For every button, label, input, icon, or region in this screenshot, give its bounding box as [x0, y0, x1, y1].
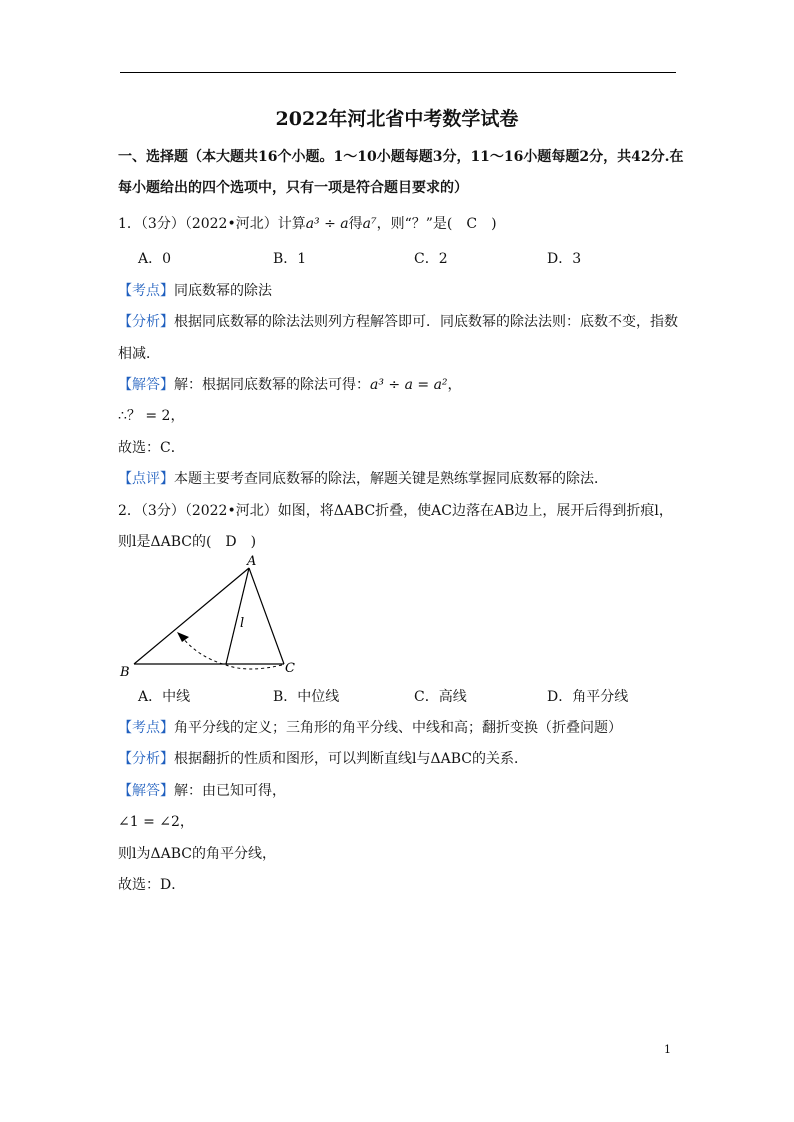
- q1-dianping: [118, 468, 608, 488]
- triangle-figure: [118, 555, 318, 680]
- crease-line: [226, 568, 249, 664]
- header-rule: [120, 72, 676, 73]
- q2-step2: 则l为ΔABC的角平分线，: [118, 846, 276, 862]
- q2-jieda: [118, 780, 286, 800]
- q2-option-d: D．角平分线: [547, 689, 629, 705]
- q2-kaodian-text: 角平分线的定义；三角形的角平分线、中线和高；翻折变换（折叠问题）: [174, 720, 622, 736]
- q1-fenxi-tag: 【分析】: [118, 314, 174, 330]
- label-b: B: [120, 665, 130, 680]
- side-ab: [134, 568, 249, 664]
- q1-stem-prefix: 1．（3分）（2022•河北）计算: [118, 216, 306, 232]
- q1-fenxi-cont: 相减．: [118, 346, 160, 362]
- q1-stem-expr: a³ ÷ a: [305, 216, 349, 232]
- q1-jieda-text: 解：根据同底数幂的除法可得：: [174, 377, 370, 393]
- q2-answer: 故选：D．: [118, 877, 186, 893]
- q2-jieda-text: 解：由已知可得，: [174, 783, 286, 799]
- q1-stem-mid: 得: [348, 216, 363, 232]
- q2-fenxi-text: 根据翻折的性质和图形，可以判断直线l与ΔABC的关系．: [174, 751, 528, 767]
- q2-kaodian: [118, 717, 622, 737]
- section-heading-line2: 每小题给出的四个选项中，只有一项是符合题目要求的）: [118, 180, 468, 196]
- q1-stem-expr2: a⁷: [362, 216, 377, 232]
- q2-fenxi: [118, 748, 528, 768]
- q1-jieda-expr: a³ ÷ a = a²: [370, 377, 448, 393]
- q1-answer: 故选：C．: [118, 440, 185, 456]
- q1-step: ∴？ = 2，: [118, 408, 185, 424]
- q1-jieda-tag: 【解答】: [118, 377, 174, 393]
- label-a: A: [247, 555, 257, 569]
- q2-kaodian-tag: 【考点】: [118, 720, 174, 736]
- q1-kaodian-tag: 【考点】: [118, 283, 174, 299]
- q2-option-b: B．中位线: [273, 689, 340, 705]
- q1-dianping-tag: 【点评】: [118, 471, 174, 487]
- q1-jieda-end: ，: [447, 377, 462, 393]
- q1-option-d: D．3: [547, 251, 582, 267]
- page-number: 1: [664, 1043, 671, 1056]
- page-title: 2022年河北省中考数学试卷: [275, 108, 519, 130]
- q1-fenxi: [118, 311, 678, 331]
- q1-option-a: A．0: [138, 251, 172, 267]
- q2-step1: ∠1 = ∠2，: [118, 814, 194, 830]
- q1-dianping-text: 本题主要考查同底数幂的除法，解题关键是熟练掌握同底数幂的除法．: [174, 471, 608, 487]
- q2-stem-line2: 则l是ΔABC的( D ): [118, 534, 257, 550]
- side-ac: [249, 568, 284, 664]
- q1-stem: [118, 213, 497, 233]
- q1-kaodian: [118, 280, 272, 300]
- q1-option-c: C．2: [414, 251, 448, 267]
- q1-option-b: B．1: [273, 251, 307, 267]
- label-c: C: [285, 661, 295, 676]
- q1-kaodian-text: 同底数幂的除法: [174, 283, 272, 299]
- q2-stem-line1: 2．（3分）（2022•河北）如图，将ΔABC折叠，使AC边落在AB边上，展开后得到折痕l，: [118, 503, 673, 519]
- q1-fenxi-text: 根据同底数幂的除法法则列方程解答即可．同底数幂的除法法则：底数不变，指数: [174, 314, 678, 330]
- q1-jieda: [118, 374, 462, 394]
- fold-arrowhead: [177, 632, 189, 642]
- section-heading-line1: 一、选择题（本大题共16个小题。1～10小题每题3分，11～16小题每题2分，共42分.在: [118, 149, 684, 165]
- q2-option-c: C．高线: [414, 689, 467, 705]
- q2-jieda-tag: 【解答】: [118, 783, 174, 799]
- label-l: l: [240, 616, 245, 631]
- q2-fenxi-tag: 【分析】: [118, 751, 174, 767]
- q1-stem-suffix: ，则“？”是( C ): [376, 216, 497, 232]
- q2-option-a: A．中线: [138, 689, 191, 705]
